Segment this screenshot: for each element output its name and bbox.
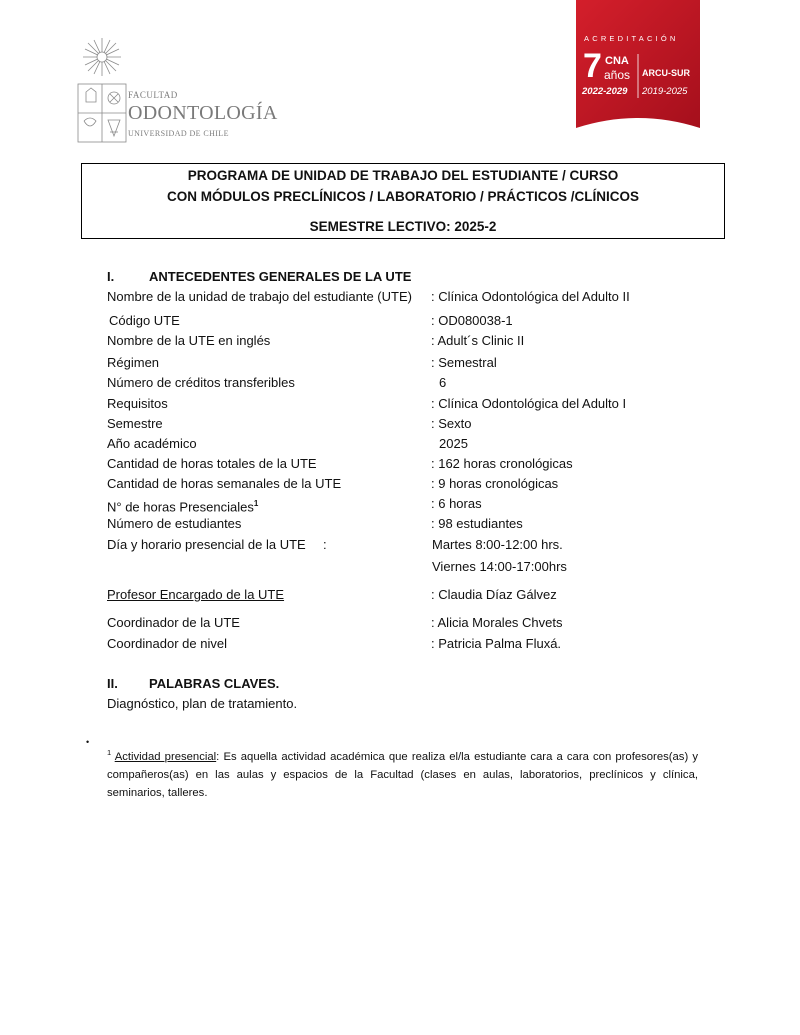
row-label-ute-name: Nombre de la unidad de trabajo del estudiante (UTE) <box>107 289 412 304</box>
row-value-weekly-hours: : 9 horas cronológicas <box>431 476 559 491</box>
badge-arcu-period: 2019-2025 <box>642 86 688 97</box>
row-label-credits: Número de créditos transferibles <box>107 375 295 390</box>
badge-title: ACREDITACIÓN <box>584 34 679 43</box>
row-label-professor: Profesor Encargado de la UTE <box>107 587 285 602</box>
logo-university-text: UNIVERSIDAD DE CHILE <box>128 129 229 138</box>
row-label-level-coordinator: Coordinador de nivel <box>107 636 227 651</box>
row-label-semester: Semestre <box>107 416 163 431</box>
footnote-text: : Es aquella actividad académica que realiza el/la estudiante cara a cara con profesores(as) y compañeros(as) en las aulas y espacios de la Facultad (clases en aulas, laboratorios, preclínicos y clínica, seminarios, talleres. <box>107 750 698 799</box>
row-value-ute-name: : Clínica Odontológica del Adulto II <box>431 289 630 304</box>
row-value-regimen: : Semestral <box>431 355 497 370</box>
row-value-professor: : Claudia Díaz Gálvez <box>431 587 557 602</box>
row-value-credits: 6 <box>439 375 447 390</box>
row-value-ute-coordinator: : Alicia Morales Chvets <box>431 615 563 630</box>
program-title-line-1: PROGRAMA DE UNIDAD DE TRABAJO DEL ESTUDIANTE / CURSO <box>187 168 619 183</box>
row-value-code: : OD080038-1 <box>431 313 513 328</box>
row-value-requirements: : Clínica Odontológica del Adulto I <box>431 396 627 411</box>
row-value-english-name: : Adult´s Clinic II <box>431 333 525 348</box>
row-value-schedule-1: Martes 8:00-12:00 hrs. <box>432 537 563 552</box>
badge-cna-period: 2022-2029 <box>582 86 628 97</box>
row-label-code: Código UTE <box>109 313 180 328</box>
row-value-level-coordinator: : Patricia Palma Fluxá. <box>431 636 562 651</box>
semester-title: SEMESTRE LECTIVO: 2025-2 <box>309 219 497 234</box>
presential-hours-label-text: N° de horas Presenciales <box>107 499 254 515</box>
row-label-students: Número de estudiantes <box>107 516 242 531</box>
row-value-schedule-2: Viernes 14:00-17:00hrs <box>432 559 567 574</box>
section-2-number: II. <box>107 676 118 691</box>
row-label-schedule: Día y horario presencial de la UTE <box>107 537 306 552</box>
keywords-text: Diagnóstico, plan de tratamiento. <box>107 696 298 711</box>
row-value-presential-hours: : 6 horas <box>431 496 482 511</box>
section-1-heading: ANTECEDENTES GENERALES DE LA UTE <box>149 269 412 284</box>
row-label-regimen: Régimen <box>107 355 160 370</box>
row-value-academic-year: 2025 <box>439 436 468 451</box>
footnote-ref: 1 <box>253 499 259 508</box>
university-seal-icon <box>74 36 130 148</box>
row-value-semester: : Sexto <box>431 416 472 431</box>
badge-years-word: años <box>604 68 631 82</box>
footnote-number: 1 <box>107 748 112 757</box>
row-value-students: : 98 estudiantes <box>431 516 523 531</box>
row-label-requirements: Requisitos <box>107 396 168 411</box>
badge-arcu: ARCU-SUR <box>642 68 690 78</box>
badge-cna: CNA <box>605 55 629 67</box>
row-schedule-colon: : <box>323 537 327 552</box>
section-1-number: I. <box>107 269 115 284</box>
program-title-box <box>81 163 725 239</box>
badge-years-number: 7 <box>583 47 602 85</box>
footnote-term: Actividad presencial <box>114 750 217 763</box>
section-2-heading: PALABRAS CLAVES. <box>149 676 280 691</box>
row-value-total-hours: : 162 horas cronológicas <box>431 456 573 471</box>
footnote-marker: • <box>86 737 90 747</box>
row-label-english-name: Nombre de la UTE en inglés <box>107 333 271 348</box>
row-label-presential-hours <box>107 496 258 515</box>
row-label-total-hours: Cantidad de horas totales de la UTE <box>107 456 317 471</box>
row-label-ute-coordinator: Coordinador de la UTE <box>107 615 240 630</box>
accreditation-badge <box>576 0 700 134</box>
row-label-weekly-hours: Cantidad de horas semanales de la UTE <box>107 476 342 491</box>
footnote-paragraph <box>107 744 698 802</box>
faculty-logo <box>74 36 278 148</box>
row-label-academic-year: Año académico <box>107 436 197 451</box>
logo-faculty-text: FACULTAD <box>128 90 178 100</box>
logo-odontologia-text: ODONTOLOGÍA <box>128 102 278 124</box>
program-title-line-2: CON MÓDULOS PRECLÍNICOS / LABORATORIO / PRÁCTICOS /CLÍNICOS <box>166 189 639 204</box>
